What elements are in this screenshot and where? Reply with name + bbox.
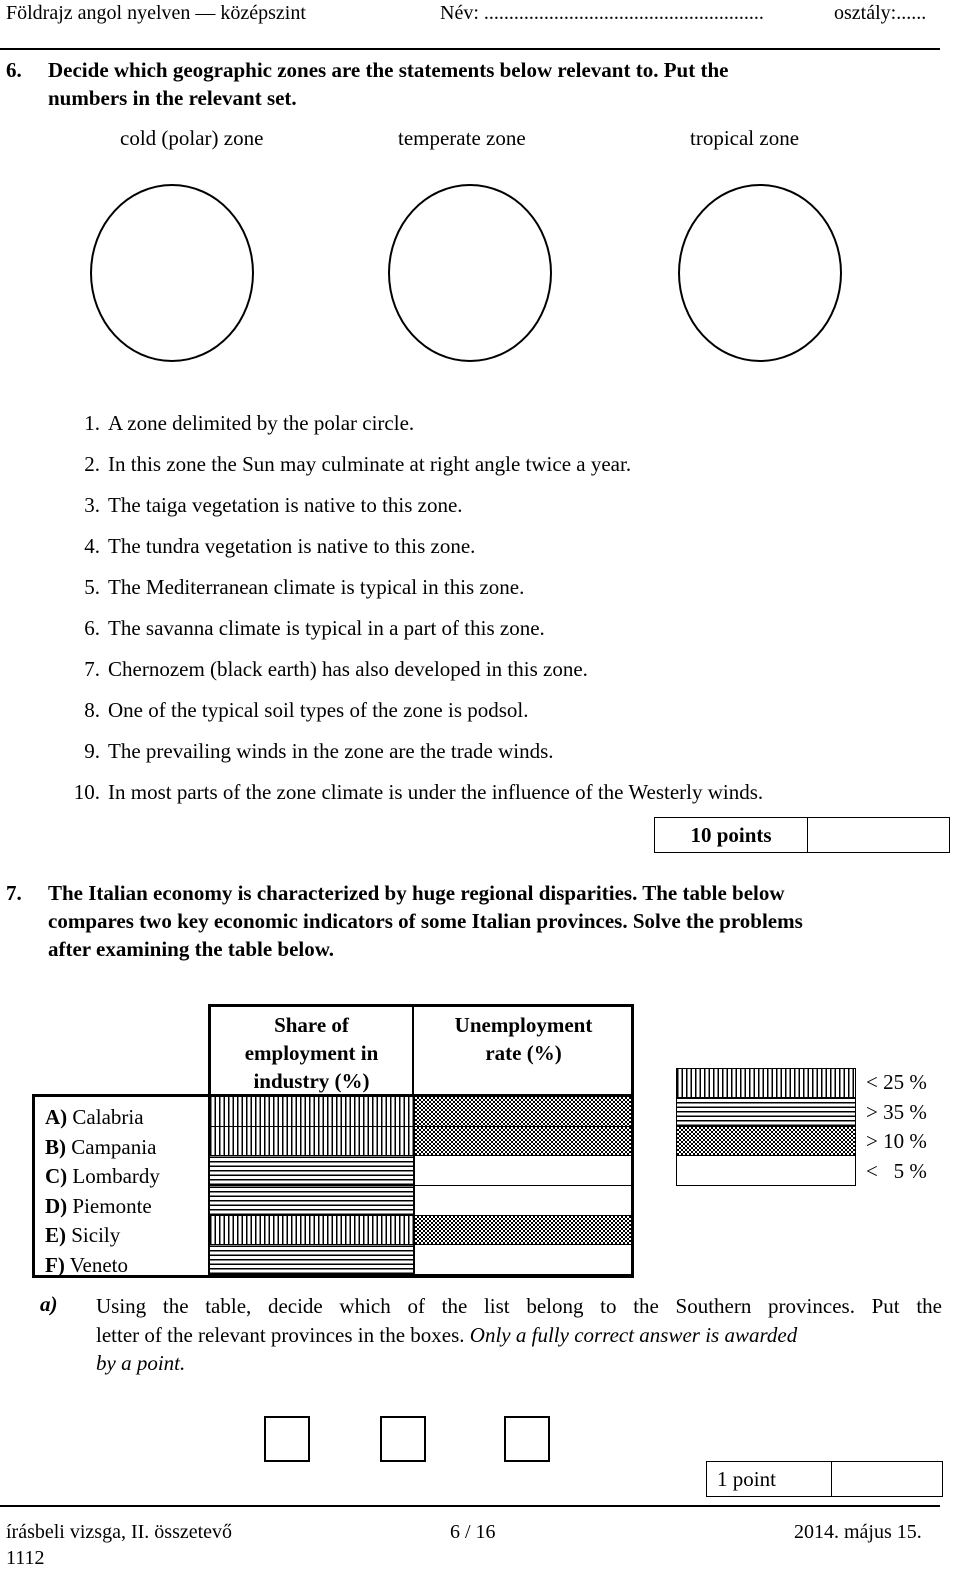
zone-label-tropical: tropical zone [690,126,800,150]
q7a-points-label: 1 point [707,1462,832,1496]
legend-swatch-blank [677,1156,855,1184]
table-header [208,1004,634,1094]
statement-item: 10. In most parts of the zone climate is under the influence of the Westerly winds. [73,780,764,804]
statement-item: 1. A zone delimited by the polar circle. [84,411,415,435]
legend-swatches [676,1068,856,1186]
zone-label-temperate: temperate zone [398,126,526,150]
unemployment-column [415,1097,631,1275]
statement-item: 6. The savanna climate is typical in a part of this zone. [84,616,545,640]
statement-list [40,403,763,813]
pattern-cell-industry [210,1156,413,1186]
pattern-cell-industry [210,1097,413,1127]
table-row: E) Sicily [45,1223,121,1247]
pattern-cell-unemployment [415,1186,631,1216]
footer-rule [0,1505,940,1507]
pattern-cell-industry [210,1186,413,1216]
column-header-industry: Share of employment in industry (%) [211,1007,414,1094]
q6-number: 6. [6,58,22,82]
answer-box-1[interactable] [264,1416,310,1462]
header-exam-title: Földrajz angol nyelven — középszint [6,2,306,24]
table-row: A) Calabria [45,1105,144,1129]
legend-labels [866,1068,927,1186]
statement-item: 3. The taiga vegetation is native to this zone. [84,493,463,517]
province-table [32,1094,634,1278]
zone-label-polar: cold (polar) zone [120,126,264,150]
pattern-cell-unemployment [415,1245,631,1275]
legend-label: > 10 % [866,1129,927,1153]
tropical-zone-set[interactable] [678,184,842,362]
legend-swatch-vertical [677,1069,855,1098]
polar-zone-set[interactable] [90,184,254,362]
q7a-score-input[interactable] [822,1462,942,1496]
temperate-zone-set[interactable] [388,184,552,362]
table-row: B) Campania [45,1134,157,1159]
table-row: D) Piemonte [45,1193,152,1218]
answer-box-2[interactable] [380,1416,426,1462]
pattern-cell-industry [210,1216,413,1246]
header-rule [0,48,940,50]
legend-swatch-horizontal [677,1098,855,1127]
q7a-score-box [706,1461,943,1497]
column-header-unemployment: Unemployment rate (%) [454,1013,593,1065]
statement-item: 9. The prevailing winds in the zone are the trade winds. [84,739,554,763]
q6-points-label: 10 points [655,818,808,852]
q7-number: 7. [6,881,22,905]
footer-page-number: 6 / 16 [450,1521,496,1543]
q6-score-box [654,817,950,853]
footer-date: 2014. május 15. [794,1521,922,1543]
legend-label: < 5 % [866,1158,927,1183]
province-names [35,1097,209,1275]
q6-score-input[interactable] [808,818,949,852]
q6-text-line2: numbers in the relevant set. [48,86,297,110]
pattern-cell-unemployment [415,1127,631,1157]
part-a-label: a) [40,1292,58,1316]
answer-box-3[interactable] [504,1416,550,1462]
industry-column [210,1097,413,1275]
footer-exam-part: írásbeli vizsga, II. összetevő [6,1521,233,1543]
q7-text-line2: compares two key economic indicators of some Italian provinces. Solve the problems [48,909,803,933]
table-row: F) Veneto [45,1252,129,1277]
pattern-cell-industry [210,1127,413,1157]
pattern-cell-unemployment [415,1156,631,1186]
legend-swatch-checkered [677,1127,855,1156]
statement-item: 5. The Mediterranean climate is typical in this zone. [84,575,525,599]
statement-item: 8. One of the typical soil types of the zone is podsol. [84,698,529,722]
pattern-cell-unemployment [415,1097,631,1127]
statement-item: 4. The tundra vegetation is native to this zone. [84,534,476,558]
table-row: C) Lombardy [45,1164,160,1188]
statement-item: 7. Chernozem (black earth) has also developed in this zone. [84,657,588,681]
q7-text-line1: The Italian economy is characterized by huge regional disparities. The table below [48,881,785,905]
statement-item: 2. In this zone the Sun may culminate at right angle twice a year. [84,452,632,476]
legend-label: > 35 % [866,1099,927,1124]
footer-code: 1112 [6,1547,45,1569]
pattern-cell-industry [210,1245,413,1275]
legend-label: < 25 % [866,1070,927,1094]
q7-text-line3: after examining the table below. [48,937,335,961]
header-class-field: osztály:...... [834,2,927,24]
pattern-cell-unemployment [415,1216,631,1246]
q6-text-line1: Decide which geographic zones are the statements below relevant to. Put the [48,58,729,82]
part-a-text: Using the table, decide which of the list belong to the Southern provinces. Put the letter of the relevant provinces in the boxes. Only a fully correct answer is awarded by a point. [96,1294,942,1375]
header-name-field: Név: ........................................................ [440,2,764,24]
